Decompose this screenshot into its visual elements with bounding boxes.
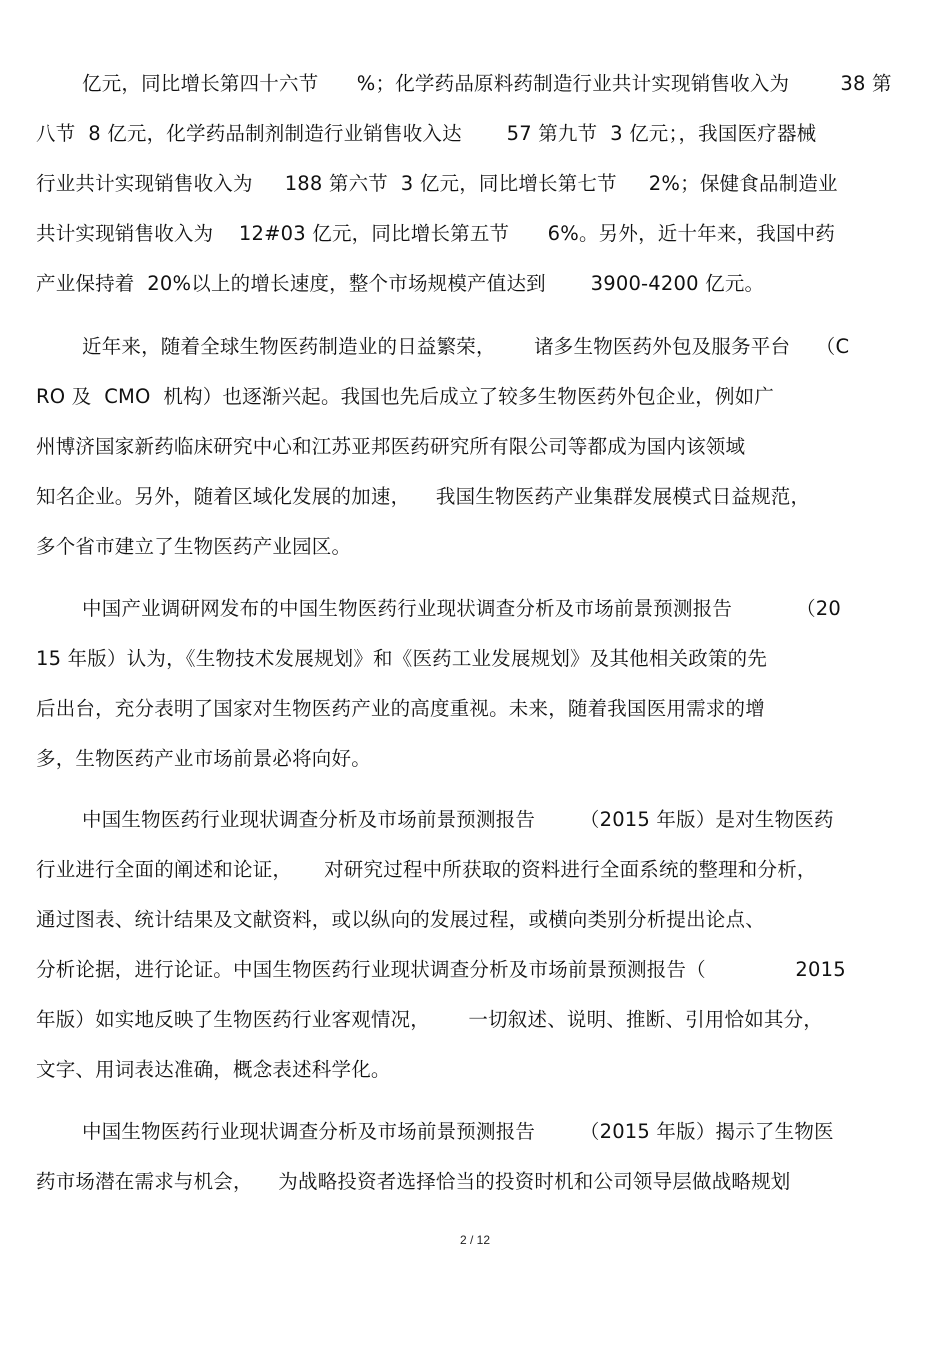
paragraph-first-line: 中国产业调研网发布的中国生物医药行业现状调查分析及市场前景预测报告 （20 xyxy=(82,597,841,620)
paragraph-line: 行业进行全面的阐述和论证， 对研究过程中所获取的资料进行全面系统的整理和分析， xyxy=(36,858,817,881)
paragraph-line: 行业共计实现销售收入为 188 第六节 3 亿元，同比增长第七节 2%；保健食品制造业 xyxy=(36,172,838,195)
paragraph-line: RO 及 CMO 机构）也逐渐兴起。我国也先后成立了较多生物医药外包企业，例如广 xyxy=(36,385,775,408)
paragraph-line: 分析论据，进行论证。中国生物医药行业现状调查分析及市场前景预测报告（ 2015 xyxy=(36,958,846,981)
paragraph-line: 15 年版）认为，《生物技术发展规划》和《医药工业发展规划》及其他相关政策的先 xyxy=(36,647,768,670)
paragraph-line: 药市场潜在需求与机会， 为战略投资者选择恰当的投资时机和公司领导层做战略规划 xyxy=(36,1170,791,1193)
paragraph-first-line: 亿元，同比增长第四十六节 %；化学药品原料药制造行业共计实现销售收入为 38 第 xyxy=(82,72,892,95)
paragraph-line: 通过图表、统计结果及文献资料，或以纵向的发展过程，或横向类别分析提出论点、 xyxy=(36,908,765,931)
paragraph-line: 多，生物医药产业市场前景必将向好。 xyxy=(36,747,371,770)
paragraph-line: 文字、用词表达准确，概念表述科学化。 xyxy=(36,1058,391,1081)
paragraph-line: 八节 8 亿元，化学药品制剂制造行业销售收入达 57 第九节 3 亿元；，我国医疗器械 xyxy=(36,122,817,145)
paragraph-first-line: 近年来，随着全球生物医药制造业的日益繁荣， 诸多生物医药外包及服务平台 （C xyxy=(82,335,850,358)
paragraph-line: 知名企业。另外，随着区域化发展的加速， 我国生物医药产业集群发展模式日益规范， xyxy=(36,485,811,508)
paragraph-line: 产业保持着 20%以上的增长速度，整个市场规模产值达到 3900-4200 亿元。 xyxy=(36,272,765,295)
paragraph-line: 多个省市建立了生物医药产业园区。 xyxy=(36,535,352,558)
page-number: 2 / 12 xyxy=(459,1233,491,1247)
paragraph-line: 年版）如实地反映了生物医药行业客观情况， 一切叙述、说明、推断、引用恰如其分， xyxy=(36,1008,823,1031)
paragraph-line: 共计实现销售收入为 12#03 亿元，同比增长第五节 6%。另外，近十年来，我国中药 xyxy=(36,222,836,245)
paragraph-first-line: 中国生物医药行业现状调查分析及市场前景预测报告 （2015 年版）揭示了生物医 xyxy=(82,1120,834,1143)
paragraph-line: 后出台，充分表明了国家对生物医药产业的高度重视。未来，随着我国医用需求的增 xyxy=(36,697,765,720)
paragraph-line: 州博济国家新药临床研究中心和江苏亚邦医药研究所有限公司等都成为国内该领域 xyxy=(36,435,746,458)
paragraph-first-line: 中国生物医药行业现状调查分析及市场前景预测报告 （2015 年版）是对生物医药 xyxy=(82,808,834,831)
